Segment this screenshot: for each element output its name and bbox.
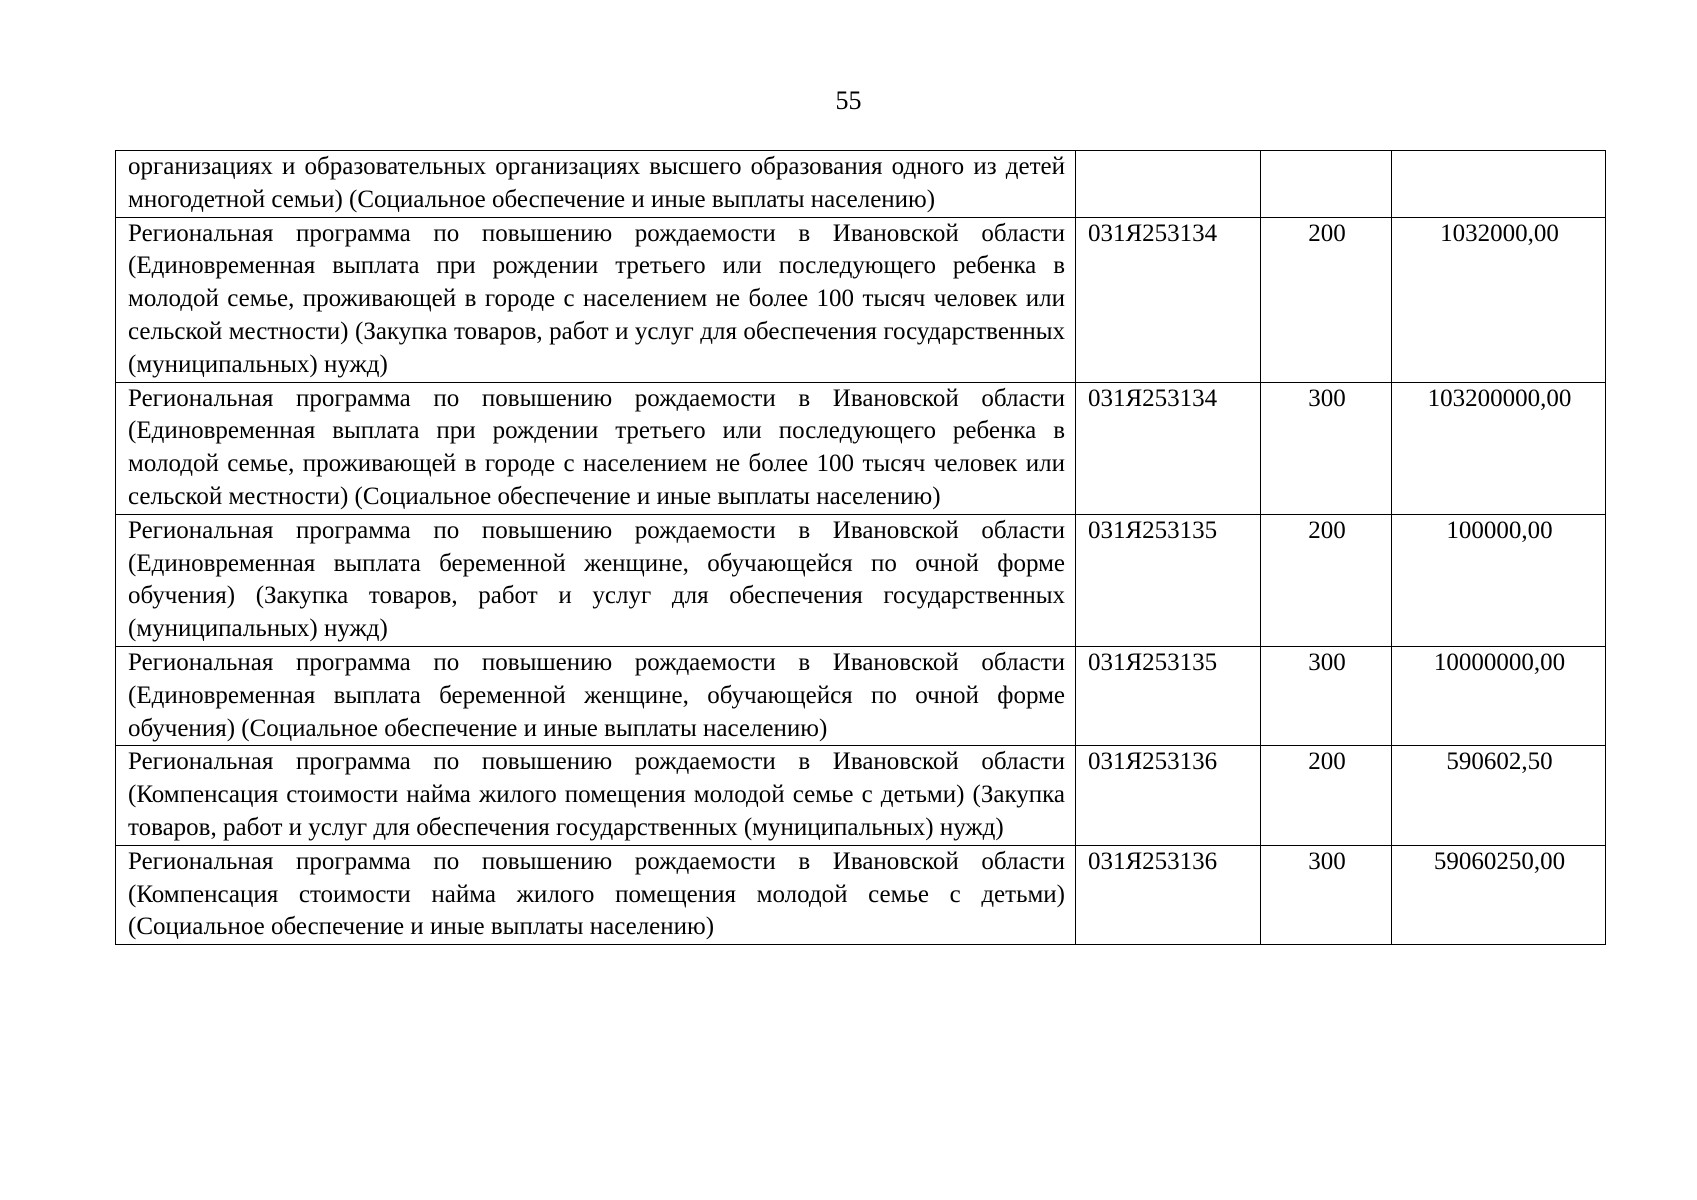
row-target-code: 031Я253135 — [1076, 514, 1261, 646]
row-amount — [1392, 151, 1606, 218]
row-expense-type: 200 — [1261, 746, 1392, 845]
row-target-code: 031Я253134 — [1076, 382, 1261, 514]
table-row — [116, 746, 1606, 845]
row-expense-type — [1261, 151, 1392, 218]
row-description: Региональная программа по повышению рождаемости в Ивановской области (Единовременная выплата беременной женщине, обучающейся по очной форме обучения) (Социальное обеспечение и иные выплаты населению) — [116, 646, 1076, 745]
row-expense-type: 300 — [1261, 382, 1392, 514]
row-target-code — [1076, 151, 1261, 218]
table-row — [116, 646, 1606, 745]
row-description: Региональная программа по повышению рождаемости в Ивановской области (Единовременная выплата беременной женщине, обучающейся по очной форме обучения) (Закупка товаров, работ и услуг для обеспечения государственных (муниципальных) нужд) — [116, 514, 1076, 646]
row-amount: 103200000,00 — [1392, 382, 1606, 514]
row-description: Региональная программа по повышению рождаемости в Ивановской области (Единовременная выплата при рождении третьего или последующего ребенка в молодой семье, проживающей в городе с населением не более 100 тысяч человек или сельской местности) (Социальное обеспечение и иные выплаты населению) — [116, 382, 1076, 514]
row-target-code: 031Я253135 — [1076, 646, 1261, 745]
row-amount: 1032000,00 — [1392, 217, 1606, 382]
row-description: Региональная программа по повышению рождаемости в Ивановской области (Компенсация стоимости найма жилого помещения молодой семье с детьми) (Социальное обеспечение и иные выплаты населению) — [116, 845, 1076, 944]
table-row — [116, 151, 1606, 218]
table-row — [116, 845, 1606, 944]
row-amount: 59060250,00 — [1392, 845, 1606, 944]
table-row — [116, 217, 1606, 382]
row-expense-type: 200 — [1261, 217, 1392, 382]
row-expense-type: 300 — [1261, 845, 1392, 944]
page-number: 55 — [835, 86, 862, 115]
row-target-code: 031Я253136 — [1076, 746, 1261, 845]
table-row — [116, 382, 1606, 514]
row-description: организациях и образовательных организациях высшего образования одного из детей многодетной семьи) (Социальное обеспечение и иные выплаты населению) — [116, 151, 1076, 218]
row-target-code: 031Я253134 — [1076, 217, 1261, 382]
row-expense-type: 300 — [1261, 646, 1392, 745]
row-description: Региональная программа по повышению рождаемости в Ивановской области (Единовременная выплата при рождении третьего или последующего ребенка в молодой семье, проживающей в городе с населением не более 100 тысяч человек или сельской местности) (Закупка товаров, работ и услуг для обеспечения государственных (муниципальных) нужд) — [116, 217, 1076, 382]
table-row — [116, 514, 1606, 646]
row-target-code: 031Я253136 — [1076, 845, 1261, 944]
row-expense-type: 200 — [1261, 514, 1392, 646]
row-description: Региональная программа по повышению рождаемости в Ивановской области (Компенсация стоимости найма жилого помещения молодой семье с детьми) (Закупка товаров, работ и услуг для обеспечения государственных (муниципальных) нужд) — [116, 746, 1076, 845]
row-amount: 590602,50 — [1392, 746, 1606, 845]
budget-table — [115, 150, 1606, 945]
row-amount: 10000000,00 — [1392, 646, 1606, 745]
row-amount: 100000,00 — [1392, 514, 1606, 646]
